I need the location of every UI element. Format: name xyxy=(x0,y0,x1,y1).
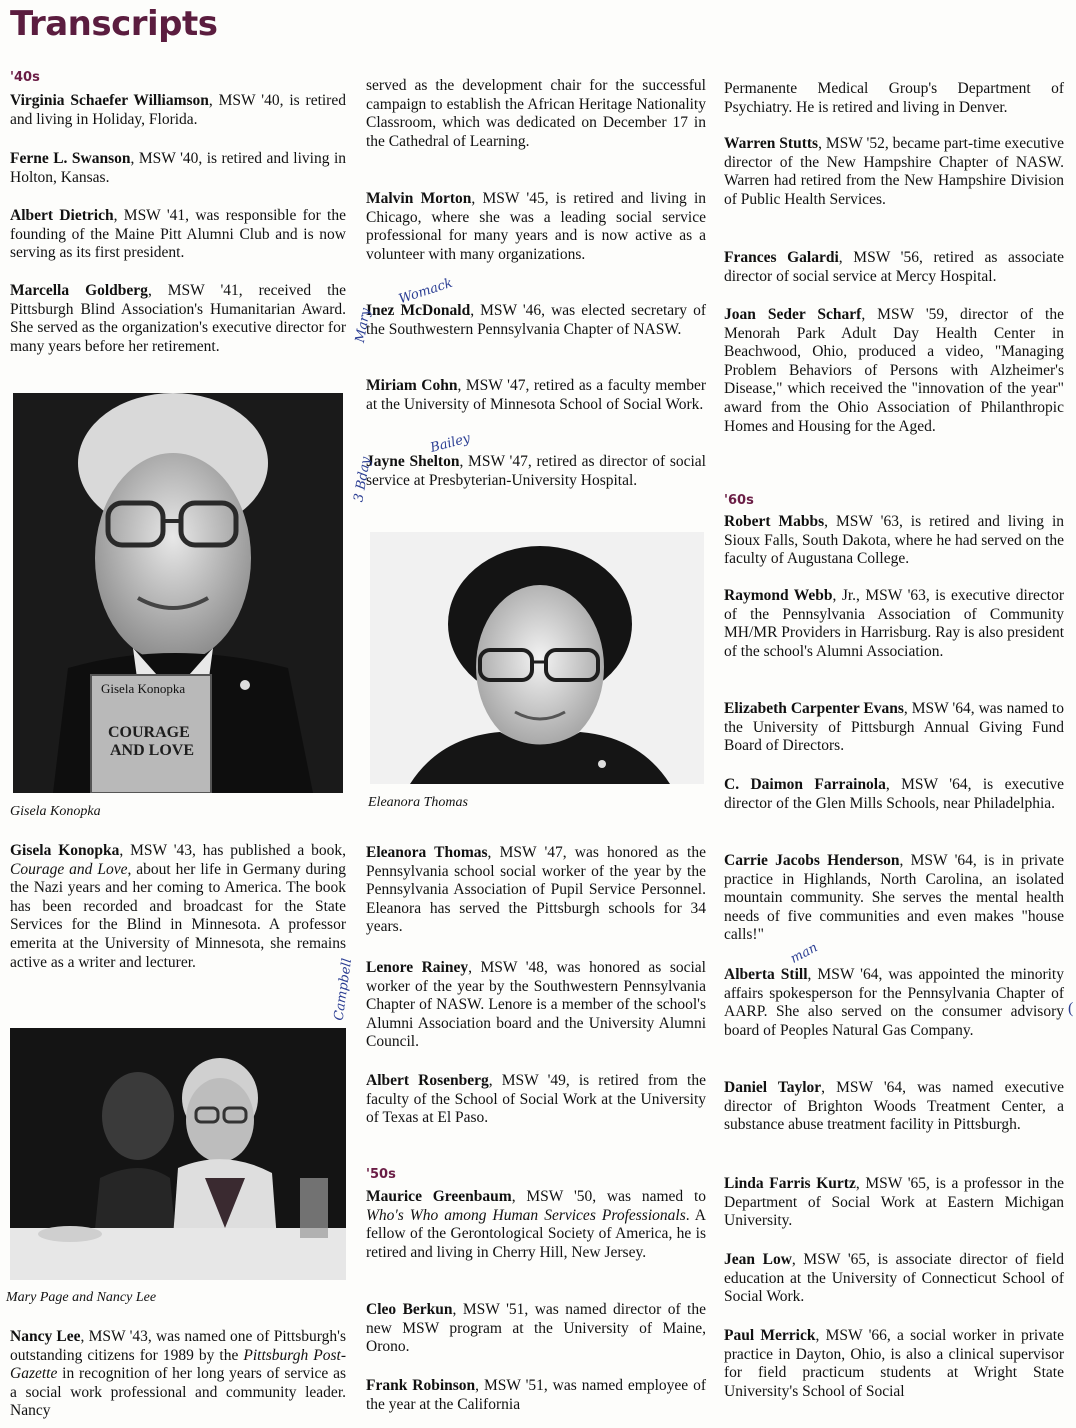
entry-galardi: Frances Galardi, MSW '56, retired as associate director of social service at Mercy Hospital. xyxy=(724,249,1064,285)
entry-low: Jean Low, MSW '65, is associate director of field education at the University of Connecticut School of Social Work. xyxy=(724,1251,1064,1306)
thomas-portrait xyxy=(370,532,704,784)
photo-mary-page-nancy-lee xyxy=(10,1028,346,1280)
photo-gisela-konopka xyxy=(13,393,343,793)
entry-dietrich: Albert Dietrich, MSW '41, was responsible for the founding of the Maine Pitt Alumni Club and is now serving as its first president. xyxy=(10,207,346,262)
caption-konopka: Gisela Konopka xyxy=(10,804,101,819)
page-lee-portrait xyxy=(10,1028,346,1280)
decade-heading-40s: '40s xyxy=(10,70,40,85)
entry-evans: Elizabeth Carpenter Evans, MSW '64, was named to the University of Pittsburgh Annual Giving Fund Board of Directors. xyxy=(724,700,1064,755)
caption-thomas: Eleanora Thomas xyxy=(368,795,468,810)
entry-still: Alberta Still, MSW '64, was appointed the minority affairs spokesperson for the Pennsylvania Chapter of AARP. She also served on the consumer advisory board of Peoples Natural Gas Company. xyxy=(724,966,1064,1039)
annotation-mary: Mary xyxy=(352,307,374,344)
entry-farrainola: C. Daimon Farrainola, MSW '64, is executive director of the Glen Mills Schools, near Philadelphia. xyxy=(724,776,1065,812)
entry-webb: Raymond Webb, Jr., MSW '63, is executive director of the Pennsylvania Association of Community MH/MR Providers in Harrisburg. Ray is also president of the school's Alumni Association. xyxy=(724,587,1064,660)
entry-williamson: Virginia Schaefer Williamson, MSW '40, is retired and living in Holiday, Florida. xyxy=(10,92,346,128)
entry-stutts: Warren Stutts, MSW '52, became part-time executive director of the New Hampshire Chapter of NASW. Warren had retired from the New Hampshire Division of Public Health Services. xyxy=(724,135,1064,208)
entry-goldberg: Marcella Goldberg, MSW '41, received the Pittsburgh Blind Association's Humanitarian Award. She served as the organization's executive director for many years before her retirement. xyxy=(10,282,347,355)
entry-taylor: Daniel Taylor, MSW '64, was named executive director of Brighton Woods Treatment Center, a substance abuse treatment facility in Pittsburgh. xyxy=(724,1079,1064,1134)
entry-rosenberg: Albert Rosenberg, MSW '49, is retired from the faculty of the School of Social Work at the University of Texas at El Paso. xyxy=(366,1072,706,1127)
entry-robinson: Frank Robinson, MSW '51, was named employee of the year at the California xyxy=(366,1377,706,1413)
entry-scharf: Joan Seder Scharf, MSW '59, director of the Menorah Park Adult Day Health Center in Beachwood, Ohio, produced a video, "Managing Problem Behaviors of Persons with Alzheimer's Disease," which received the "innovation of the year" award from the Ohio Association of Philanthropic Homes and Housing for the Aged. xyxy=(724,306,1064,435)
entry-mabbs: Robert Mabbs, MSW '63, is retired and living in Sioux Falls, South Dakota, where he had served on the faculty of Augustana College. xyxy=(724,513,1065,568)
entry-rainey: Lenore Rainey, MSW '48, was honored as social worker of the year by the Southwestern Pennsylvania Chapter of NASW. Lenore is a member of the school's Alumni Association board and the University Alumni Council. xyxy=(366,959,706,1051)
entry-kurtz: Linda Farris Kurtz, MSW '65, is a professor in the Department of Social Work at Eastern Michigan University. xyxy=(724,1175,1064,1230)
book-cover-title-line1: COURAGE xyxy=(108,724,190,741)
entry-cohn: Miriam Cohn, MSW '47, retired as a faculty member at the University of Minnesota School of Social Work. xyxy=(366,377,706,413)
entry-robinson-cont: Permanente Medical Group's Department of Psychiatry. He is retired and living in Denver. xyxy=(724,80,1064,116)
edge-pen-mark: ( xyxy=(1068,1000,1074,1017)
decade-heading-50s: '50s xyxy=(366,1167,396,1182)
annotation-womack: Womack xyxy=(397,275,455,308)
caption-page-lee: Mary Page and Nancy Lee xyxy=(6,1290,157,1305)
annotation-bailey: Bailey xyxy=(428,430,472,457)
annotation-campbell: Campbell xyxy=(331,957,356,1022)
entry-nancy-lee: Nancy Lee, MSW '43, was named one of Pittsburgh's outstanding citizens for 1989 by the Pittsburgh Post-Gazette in recognition of her long years of service as a social work professional and community leader. Nancy xyxy=(10,1328,346,1420)
decade-heading-60s: '60s xyxy=(724,493,754,508)
entry-merrick: Paul Merrick, MSW '66, a social worker in private practice in Dayton, Ohio, is also a clinical supervisor for field practicum students at Wright State University's School of Social xyxy=(724,1327,1064,1400)
book-cover-author: Gisela Konopka xyxy=(101,681,186,696)
entry-morton: Malvin Morton, MSW '45, is retired and living in Chicago, where she was a leading social service professional for many years and is now active as a volunteer with many organizations. xyxy=(366,190,707,263)
entry-mcdonald: Inez McDonald, MSW '46, was elected secretary of the Southwestern Pennsylvania Chapter of NASW. xyxy=(366,302,707,338)
entry-nancy-lee-cont: served as the development chair for the successful campaign to establish the African Heritage Nationality Classroom, which was dedicated on December 17 in the Cathedral of Learning. xyxy=(366,77,706,150)
annotation-stillman: man xyxy=(788,940,821,967)
konopka-portrait xyxy=(13,393,343,793)
entry-konopka: Gisela Konopka, MSW '43, has published a book, Courage and Love, about her life in Germany during the Nazi years and her coming to America. The book has been recorded and broadcast for the State Services for the Blind in Minnesota. A professor emerita at the University of Minnesota, she remains active as a writer and lecturer. xyxy=(10,842,346,971)
entry-swanson: Ferne L. Swanson, MSW '40, is retired and living in Holton, Kansas. xyxy=(10,150,346,186)
annotation-three-bday: 3 Bday xyxy=(351,455,375,504)
entry-shelton: Jayne Shelton, MSW '47, retired as director of social service at Presbyterian-University Hospital. xyxy=(366,453,706,489)
entry-berkun: Cleo Berkun, MSW '51, was named director of the new MSW program at the University of Maine, Orono. xyxy=(366,1301,706,1356)
entry-greenbaum: Maurice Greenbaum, MSW '50, was named to Who's Who among Human Services Professionals. A fellow of the Gerontological Society of America, he is retired and living in Cherry Hill, New Jersey. xyxy=(366,1188,706,1261)
entry-thomas: Eleanora Thomas, MSW '47, was honored as the Pennsylvania school social worker of the year by the Pennsylvania Association of Pupil Service Personnel. Eleanora has served the Pittsburgh schools for 34 years. xyxy=(366,844,706,936)
photo-eleanora-thomas xyxy=(370,532,704,784)
page-title: Transcripts xyxy=(10,4,218,44)
book-cover-title-line2: AND LOVE xyxy=(110,742,195,759)
entry-henderson: Carrie Jacobs Henderson, MSW '64, is in private practice in Highlands, North Carolina, an isolated mountain community. She serves the mental health needs of five communities and even makes "house calls!" xyxy=(724,852,1064,944)
